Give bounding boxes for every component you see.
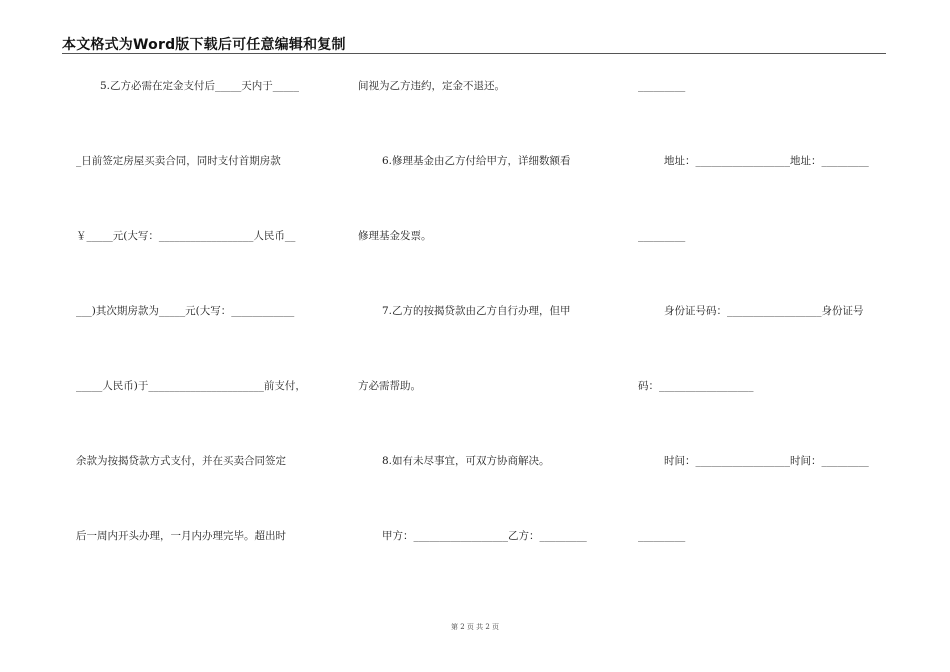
middle-line-2: 6.修理基金由乙方付给甲方，详细数额看 <box>382 155 571 167</box>
left-line-2: _日前签定房屋买卖合同，同时支付首期房款 <box>76 155 281 167</box>
middle-line-3: 修理基金发票。 <box>358 230 432 242</box>
middle-line-4: 7.乙方的按揭贷款由乙方自行办理，但甲 <box>382 305 571 317</box>
right-line-6: 时间：__________________时间：_________ <box>664 455 869 467</box>
middle-line-6: 8.如有未尽事宜，可双方协商解决。 <box>382 455 550 467</box>
right-line-3: _________ <box>638 230 686 242</box>
document-header-title: 本文格式为Word版下载后可任意编辑和复制 <box>62 37 346 53</box>
page-number-footer: 第 2 页 共 2 页 <box>450 623 500 631</box>
left-line-7: 后一周内开头办理，一月内办理完毕。超出时 <box>76 530 286 542</box>
right-line-7: _________ <box>638 530 686 542</box>
right-line-2: 地址：__________________地址：_________ <box>664 155 869 167</box>
left-line-1: 5.乙方必需在定金支付后_____天内于_____ <box>100 80 300 92</box>
left-line-5: _____人民币)于______________________前支付， <box>76 380 306 392</box>
left-line-3: ￥_____元(大写：__________________人民币__ <box>76 230 296 242</box>
left-line-4: ___)其次期房款为_____元(大写：____________ <box>76 305 295 317</box>
right-line-4: 身份证号码：__________________身份证号 <box>664 305 864 317</box>
right-line-5: 码：__________________ <box>638 380 754 392</box>
right-line-1: _________ <box>638 80 686 92</box>
middle-line-7: 甲方：__________________乙方：_________ <box>382 530 587 542</box>
middle-line-5: 方必需帮助。 <box>358 380 421 392</box>
header-divider <box>62 53 886 54</box>
left-line-6: 余款为按揭贷款方式支付，并在买卖合同签定 <box>76 455 286 467</box>
middle-line-1: 间视为乙方违约，定金不退还。 <box>358 80 505 92</box>
